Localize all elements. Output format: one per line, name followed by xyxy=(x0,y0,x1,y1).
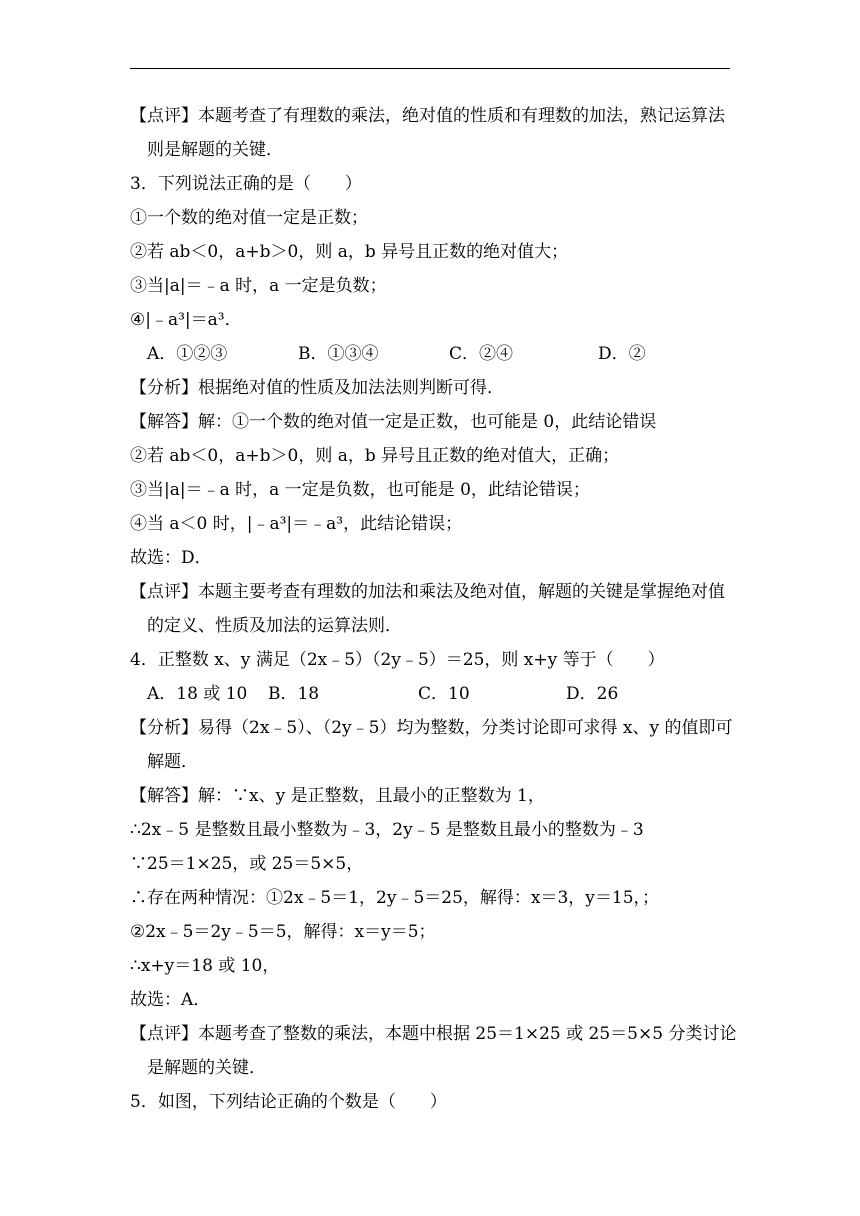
option-c: C．②④ xyxy=(449,344,514,364)
header-rule xyxy=(130,68,730,69)
comment-line: 【点评】本题主要考查有理数的加法和乘法及绝对值，解题的关键是掌握绝对值 xyxy=(130,582,725,602)
text-line: ④当 a＜0 时，|﹣a³|＝﹣a³，此结论错误； xyxy=(130,514,463,534)
text-line: 解题． xyxy=(147,752,198,772)
question-3-stem: 3．下列说法正确的是（ ） xyxy=(130,174,362,194)
text-line: ②2x﹣5＝2y﹣5＝5，解得：x＝y＝5； xyxy=(130,922,436,942)
question-4-options xyxy=(130,677,740,711)
option-a: A．①②③ xyxy=(147,344,228,364)
text-line: 则是解题的关键． xyxy=(147,140,283,160)
text-line: ①一个数的绝对值一定是正数； xyxy=(130,208,368,228)
option-a: A．18 或 10 xyxy=(147,684,248,704)
analysis-line: 【分析】易得（2x﹣5）、（2y﹣5）均为整数，分类讨论即可求得 x、y 的值即可 xyxy=(130,718,733,738)
question-3-options xyxy=(130,337,740,371)
question-5-stem: 5．如图，下列结论正确的个数是（ ） xyxy=(130,1092,447,1112)
option-d: D．② xyxy=(598,344,646,364)
text-line: ∵25＝1×25，或 25＝5×5， xyxy=(130,854,364,874)
text-line: ④|﹣a³|＝a³． xyxy=(130,310,242,330)
text-line: ∴2x﹣5 是整数且最小整数为﹣3，2y﹣5 是整数且最小的整数为﹣3 xyxy=(130,820,644,840)
solution-line: 【解答】解：①一个数的绝对值一定是正数，也可能是 0，此结论错误 xyxy=(130,412,657,432)
text-line: 【点评】本题考查了有理数的乘法，绝对值的性质和有理数的加法，熟记运算法 xyxy=(130,106,725,126)
analysis-line: 【分析】根据绝对值的性质及加法法则判断可得． xyxy=(130,378,504,398)
text-line: 的定义、性质及加法的运算法则． xyxy=(147,616,402,636)
text-line: ②若 ab＜0，a+b＞0，则 a，b 异号且正数的绝对值大，正确； xyxy=(130,446,620,466)
text-line: ∴x+y＝18 或 10， xyxy=(130,956,280,976)
text-line: 是解题的关键． xyxy=(147,1058,266,1078)
text-line: ③当|a|＝﹣a 时，a 一定是负数，也可能是 0，此结论错误； xyxy=(130,480,590,500)
option-b: B．①③④ xyxy=(298,344,379,364)
option-b: B．18 xyxy=(268,684,320,704)
question-4-stem: 4．正整数 x、y 满足（2x﹣5）（2y﹣5）＝25，则 x+y 等于（ ） xyxy=(130,650,665,670)
comment-line: 【点评】本题考查了整数的乘法，本题中根据 25＝1×25 或 25＝5×5 分类讨论 xyxy=(130,1024,737,1044)
option-c: C．10 xyxy=(418,684,470,704)
text-line: ③当|a|＝﹣a 时，a 一定是负数； xyxy=(130,276,387,296)
text-line: ∴存在两种情况：①2x﹣5＝1，2y﹣5＝25，解得：x＝3，y＝15，； xyxy=(130,888,660,908)
answer-line: 故选：A． xyxy=(130,990,211,1010)
document-body xyxy=(130,99,740,1119)
solution-line: 【解答】解：∵x、y 是正整数，且最小的正整数为 1， xyxy=(130,786,545,806)
answer-line: 故选：D． xyxy=(130,548,212,568)
text-line: ②若 ab＜0，a+b＞0，则 a，b 异号且正数的绝对值大； xyxy=(130,242,569,262)
option-d: D．26 xyxy=(566,684,619,704)
